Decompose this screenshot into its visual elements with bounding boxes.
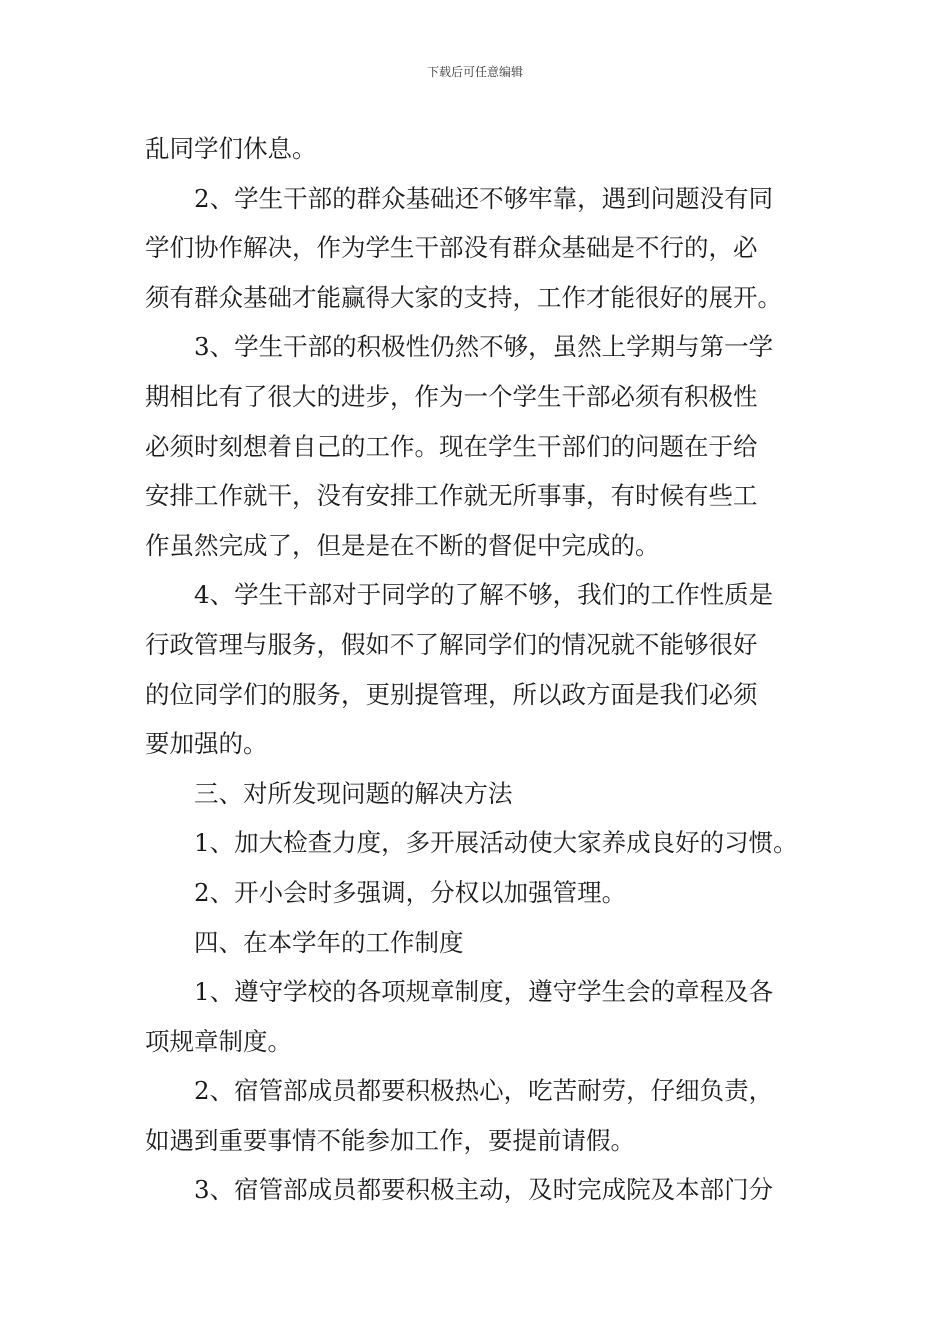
text-line: 安排工作就干，没有安排工作就无所事事，有时候有些工 [145, 481, 758, 511]
section-heading: 三、对所发现问题的解决方法 [194, 778, 513, 808]
text-line: 1、加大检查力度，多开展活动使大家养成良好的习惯。 [194, 828, 798, 858]
text-line: 的位同学们的服务，更别提管理，所以政方面是我们必须 [145, 679, 758, 709]
text-line: 乱同学们休息。 [145, 134, 317, 163]
text-line: 2、学生干部的群众基础还不够牢靠，遇到问题没有同 [194, 183, 774, 213]
text-line: 必须时刻想着自己的工作。现在学生干部们的问题在于给 [145, 431, 758, 461]
text-line: 期相比有了很大的进步，作为一个学生干部必须有积极性 [145, 381, 758, 411]
text-line: 要加强的。 [145, 729, 268, 759]
document-body [145, 124, 810, 1215]
text-line: 2、开小会时多强调，分权以加强管理。 [194, 877, 627, 907]
text-line: 2、宿管部成员都要积极热心，吃苦耐劳，仔细负责， [194, 1076, 774, 1106]
text-line: 作虽然完成了，但是是在不断的督促中完成的。 [145, 530, 660, 560]
text-line: 如遇到重要事情不能参加工作，要提前请假。 [145, 1125, 635, 1155]
text-line: 3、宿管部成员都要积极主动，及时完成院及本部门分 [194, 1175, 774, 1205]
text-line: 学们协作解决，作为学生干部没有群众基础是不行的，必 [145, 233, 758, 263]
text-line: 项规章制度。 [145, 1026, 292, 1056]
section-heading: 四、在本学年的工作制度 [194, 927, 464, 957]
text-line: 行政管理与服务，假如不了解同学们的情况就不能够很好 [145, 629, 758, 659]
page-header: 下载后可任意编辑 [426, 65, 523, 79]
text-line: 4、学生干部对于同学的了解不够，我们的工作性质是 [194, 580, 774, 610]
text-line: 3、学生干部的积极性仍然不够，虽然上学期与第一学 [194, 332, 774, 362]
text-line: 1、遵守学校的各项规章制度，遵守学生会的章程及各 [194, 977, 774, 1007]
text-line: 须有群众基础才能赢得大家的支持，工作才能很好的展开。 [145, 282, 782, 312]
